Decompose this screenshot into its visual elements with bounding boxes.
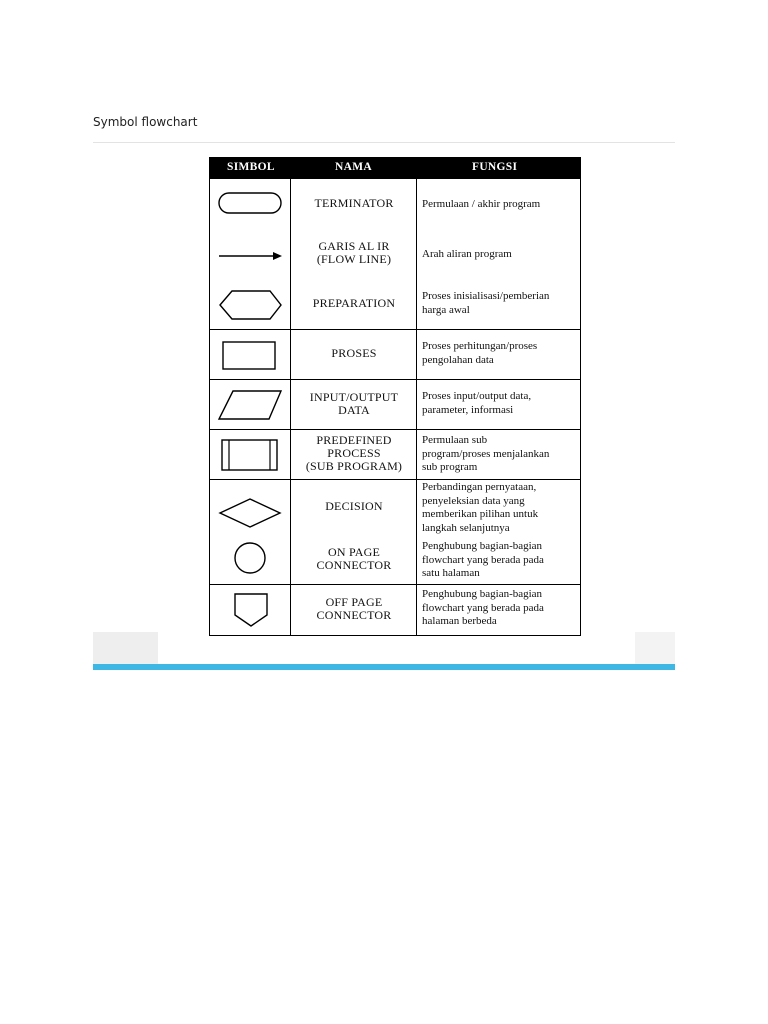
table-row-name: PROSES bbox=[331, 346, 377, 360]
table-row-function: Proses input/output data, parameter, informasi bbox=[422, 390, 532, 416]
left-nav-box bbox=[93, 632, 158, 664]
table-row-function: Proses inisialisasi/pemberian harga awal bbox=[422, 290, 550, 316]
table-row-name: ON PAGE CONNECTOR bbox=[316, 545, 392, 572]
table-row-function: Proses perhitungan/proses pengolahan data bbox=[422, 340, 538, 366]
table-row-function: Perbandingan pernyataan, penyeleksian data yang memberikan pilihan untuk langkah selanjutnya bbox=[422, 481, 539, 534]
right-nav-box bbox=[635, 632, 675, 664]
arrow-right-icon bbox=[209, 241, 291, 271]
circle-icon bbox=[209, 540, 291, 576]
terminator-icon bbox=[209, 187, 291, 219]
table-row-name: OFF PAGE CONNECTOR bbox=[316, 595, 392, 622]
predefined-process-icon bbox=[209, 436, 291, 474]
parallelogram-icon bbox=[209, 386, 291, 424]
table-row-function: Permulaan / akhir program bbox=[422, 198, 541, 210]
off-page-connector-icon bbox=[209, 590, 291, 630]
row-divider bbox=[209, 584, 581, 585]
table-row-function: Permulaan sub program/proses menjalankan sub program bbox=[422, 434, 550, 473]
table-row-name: PREDEFINED PROCESS (SUB PROGRAM) bbox=[305, 433, 403, 473]
table-row-name: PREPARATION bbox=[312, 296, 396, 310]
table-row-function: Penghubung bagian-bagian flowchart yang berada pada satu halaman bbox=[422, 540, 544, 579]
header-nama: NAMA bbox=[335, 161, 372, 173]
row-divider bbox=[209, 329, 581, 330]
row-divider bbox=[209, 479, 581, 480]
table-row-name: INPUT/OUTPUT DATA bbox=[309, 390, 399, 417]
rectangle-icon bbox=[209, 337, 291, 373]
header-fungsi: FUNGSI bbox=[472, 161, 518, 173]
bottom-accent-bar bbox=[93, 664, 675, 670]
table-header bbox=[209, 157, 581, 178]
table-row-name: GARIS AL IR (FLOW LINE) bbox=[316, 239, 392, 266]
table-row-function: Arah aliran program bbox=[422, 248, 512, 260]
table-row-name: TERMINATOR bbox=[314, 196, 394, 210]
row-divider bbox=[209, 379, 581, 380]
header-simbol: SIMBOL bbox=[227, 161, 275, 173]
flowchart-symbol-table bbox=[209, 157, 581, 636]
table-row-name: DECISION bbox=[325, 499, 383, 513]
hexagon-icon bbox=[209, 287, 291, 323]
diamond-icon bbox=[209, 495, 291, 531]
title-divider bbox=[93, 142, 675, 143]
row-divider bbox=[209, 429, 581, 430]
page-title: Symbol flowchart bbox=[93, 115, 198, 129]
table-row-function: Penghubung bagian-bagian flowchart yang berada pada halaman berbeda bbox=[422, 588, 544, 627]
